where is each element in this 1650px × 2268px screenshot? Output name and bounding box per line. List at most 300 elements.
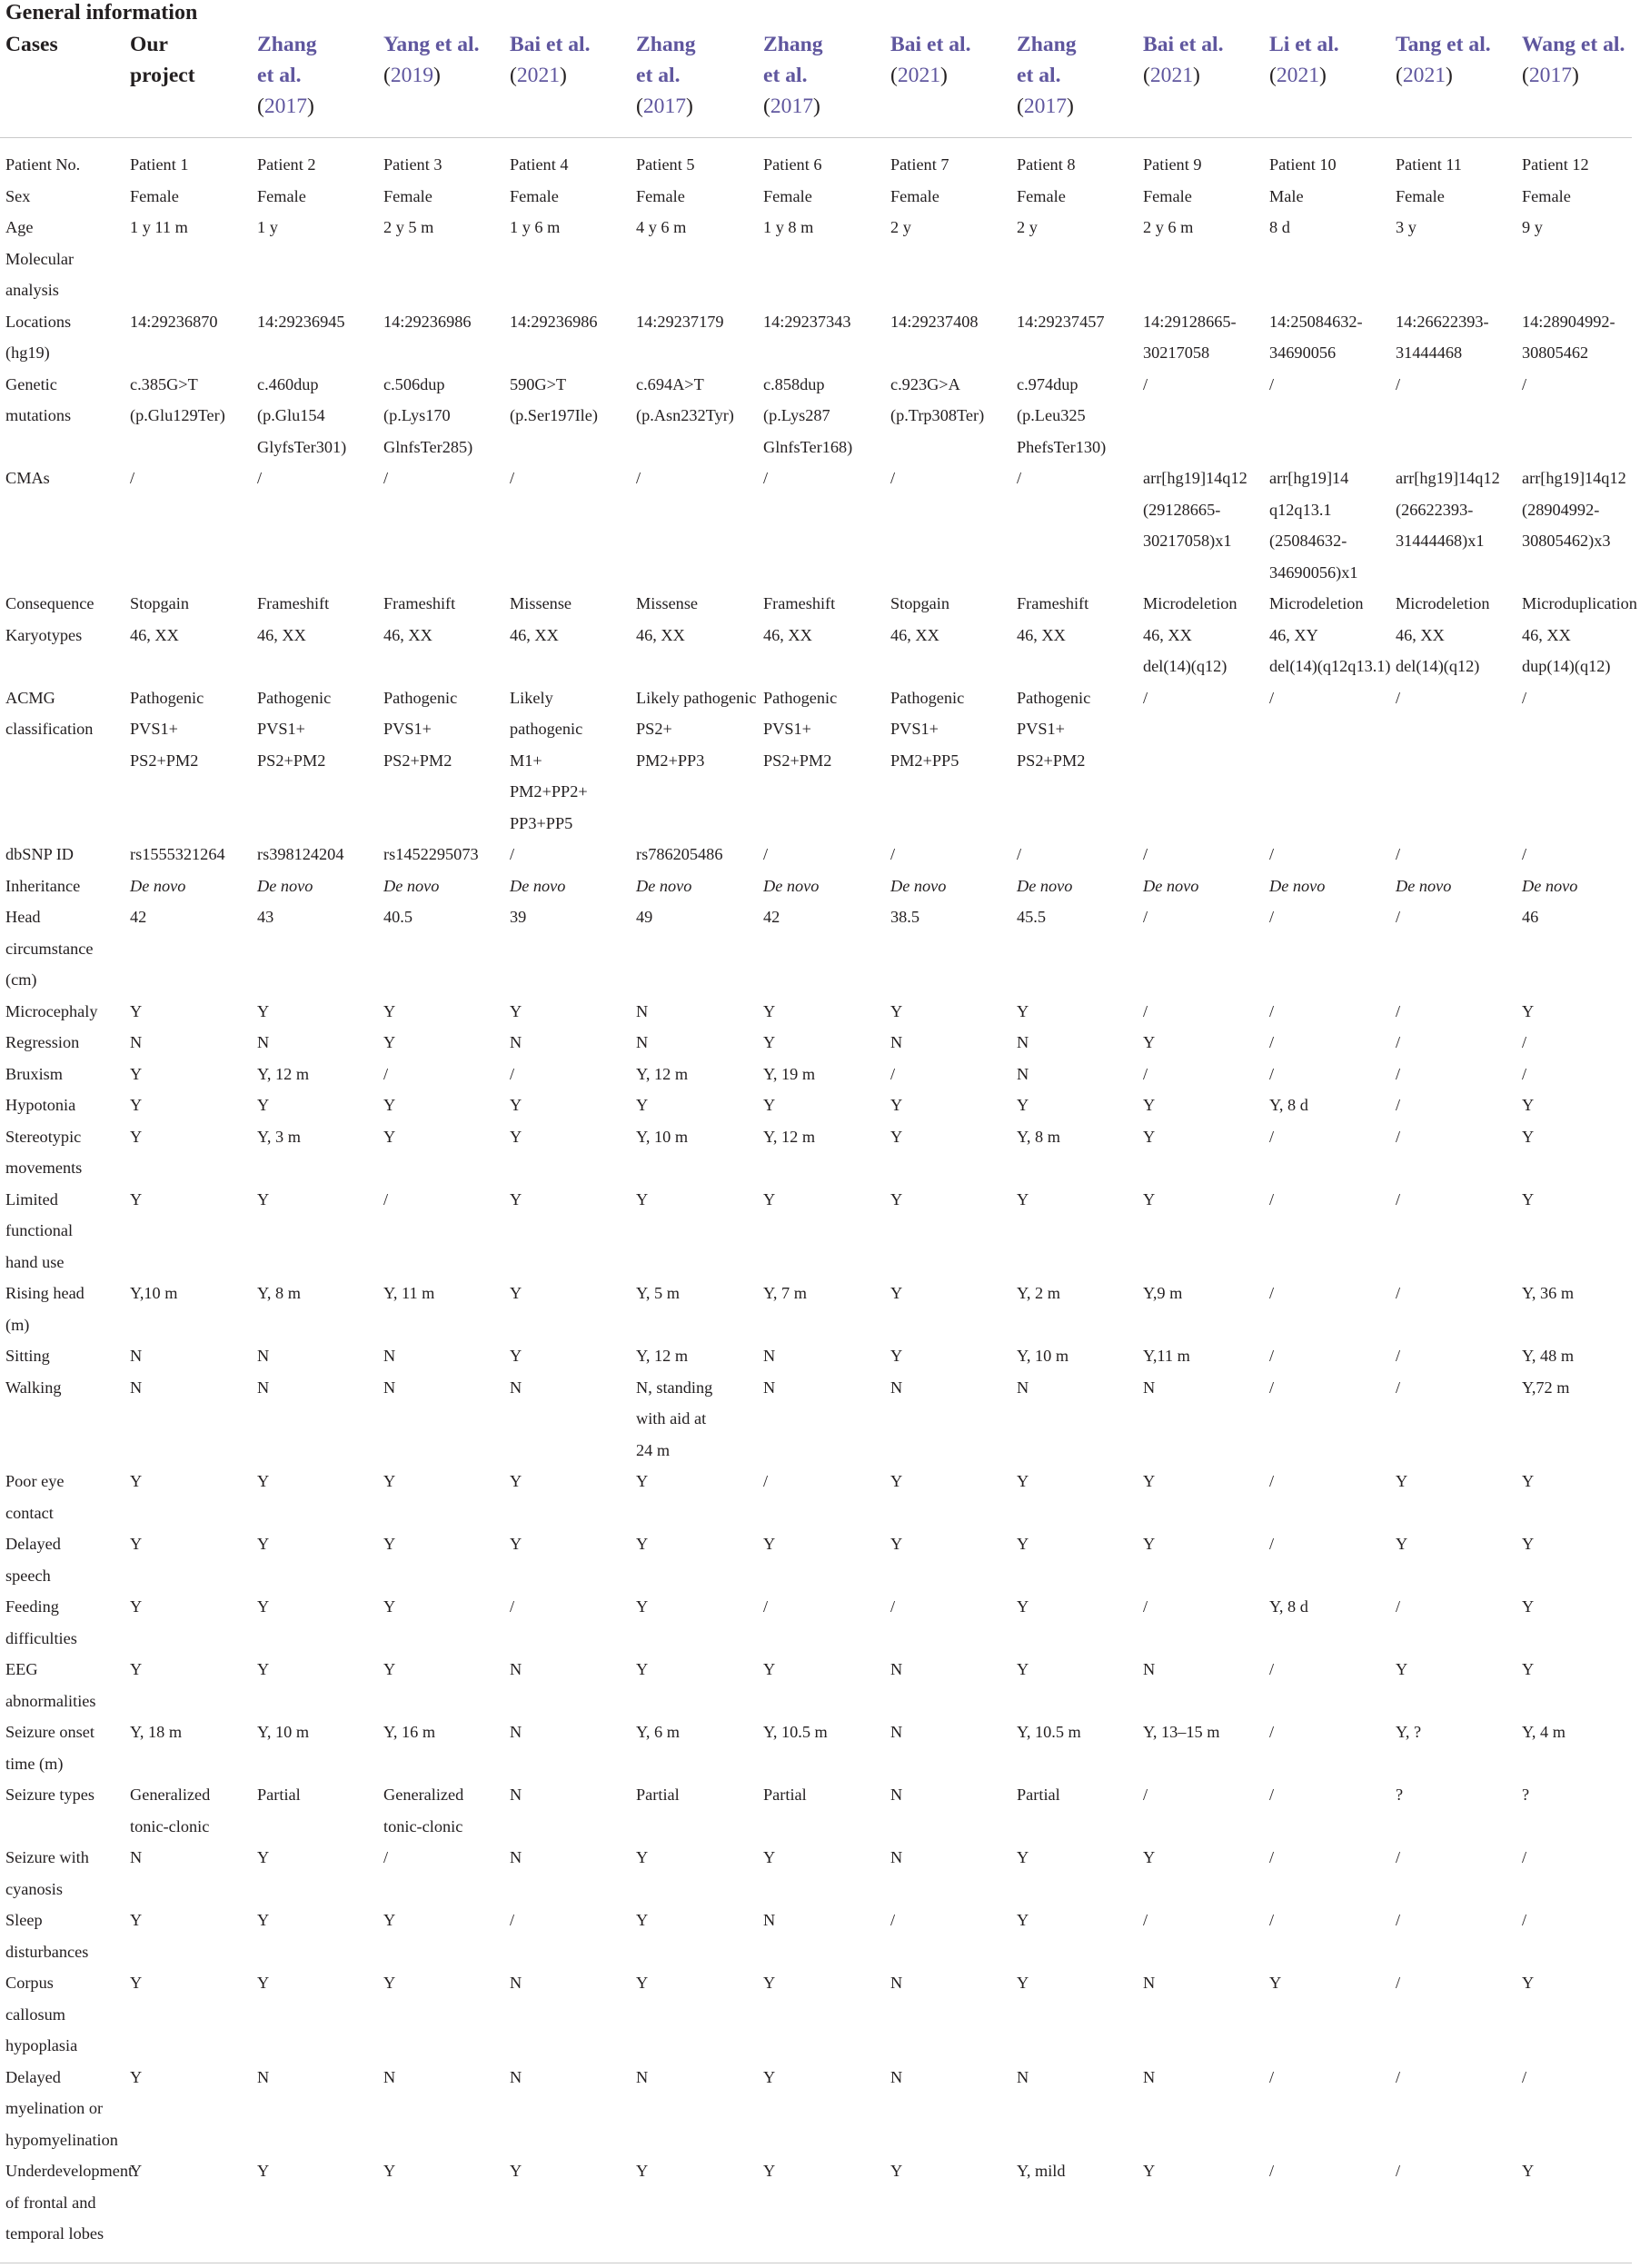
table-cell: N bbox=[130, 1347, 143, 1365]
table-cell: 2 y bbox=[890, 218, 911, 236]
table-cell: Patient 7 bbox=[890, 155, 949, 174]
table-cell: 2 y 5 m bbox=[383, 218, 434, 236]
table-cell: 46, XX bbox=[763, 625, 812, 644]
table-cell: Y bbox=[1396, 1535, 1408, 1553]
table-cell: N bbox=[636, 2067, 649, 2086]
table-cell: N, standing with aid at 24 m bbox=[636, 1378, 713, 1459]
table-cell: De novo bbox=[257, 876, 313, 895]
table-cell: N bbox=[890, 1786, 903, 1804]
reference-link[interactable]: Zhang et al. (2017) bbox=[257, 33, 317, 118]
table-cell: De novo bbox=[510, 876, 566, 895]
table-cell: Y, 48 m bbox=[1522, 1347, 1575, 1365]
table-cell: / bbox=[1269, 1660, 1275, 1678]
clinical-table bbox=[0, 29, 1650, 2243]
table-cell: Y bbox=[510, 1347, 522, 1365]
table-cell: Y bbox=[257, 1472, 270, 1490]
table-cell: / bbox=[1396, 908, 1401, 926]
table-cell: N bbox=[1143, 1974, 1156, 1992]
table-cell: / bbox=[1396, 688, 1401, 707]
table-cell: / bbox=[1269, 1001, 1275, 1020]
table-cell: De novo bbox=[1143, 876, 1199, 895]
table-row bbox=[0, 1591, 1650, 1662]
table-cell: Patient 11 bbox=[1396, 155, 1462, 174]
row-label: Molecular analysis bbox=[5, 249, 75, 299]
reference-link[interactable]: Wang et al. (2017) bbox=[1522, 33, 1625, 87]
table-cell: / bbox=[1396, 374, 1401, 393]
table-cell: 45.5 bbox=[1017, 908, 1046, 926]
table-cell: Y bbox=[1143, 1535, 1156, 1553]
table-cell: Y bbox=[1522, 1597, 1535, 1616]
table-cell: Female bbox=[890, 186, 939, 205]
table-cell: 1 y 6 m bbox=[510, 218, 561, 236]
table-cell: Y bbox=[1143, 2162, 1156, 2180]
table-cell: Y bbox=[257, 1189, 270, 1209]
table-cell: N bbox=[890, 1848, 903, 1866]
table-cell: / bbox=[383, 1189, 389, 1209]
table-cell: / bbox=[1269, 2162, 1275, 2180]
table-cell: Y, 7 m bbox=[763, 1284, 807, 1302]
table-cell: / bbox=[510, 1064, 515, 1083]
row-label: Underdevelopment of frontal and temporal lobes bbox=[5, 2162, 134, 2243]
table-cell: Y, 10 m bbox=[1017, 1347, 1069, 1365]
table-cell: Y bbox=[1522, 1189, 1535, 1209]
table-cell: / bbox=[383, 1848, 389, 1866]
table-cell: N bbox=[257, 2067, 270, 2086]
row-label: Seizure with cyanosis bbox=[5, 1848, 89, 1898]
table-row bbox=[0, 901, 1650, 1004]
table-cell: Likely pathogenic M1+ PM2+PP2+ PP3+PP5 bbox=[510, 688, 588, 832]
table-cell: / bbox=[1396, 1284, 1401, 1302]
table-cell: Y bbox=[1017, 1096, 1029, 1114]
table-row bbox=[0, 1372, 1650, 1475]
table-cell: Y bbox=[257, 2162, 270, 2180]
table-cell: / bbox=[130, 469, 135, 487]
table-cell: 46, XX bbox=[1017, 625, 1066, 644]
table-cell: Y, 8 m bbox=[1017, 1127, 1060, 1146]
table-cell: 46, XX dup(14)(q12) bbox=[1522, 625, 1611, 675]
table-cell: Y bbox=[130, 1096, 143, 1114]
table-cell: / bbox=[1017, 845, 1022, 863]
table-cell: Y, 12 m bbox=[636, 1347, 689, 1365]
table-cell: arr[hg19]14q12 (28904992- 30805462)x3 bbox=[1522, 469, 1626, 550]
table-cell: Patient 9 bbox=[1143, 155, 1202, 174]
table-cell: Y bbox=[130, 1974, 143, 1992]
table-cell: / bbox=[1269, 1472, 1275, 1490]
table-cell: Y bbox=[383, 1597, 396, 1616]
table-cell: 14:29237408 bbox=[890, 312, 979, 331]
table-cell: Missense bbox=[510, 594, 572, 612]
table-cell: Female bbox=[1017, 186, 1066, 205]
table-cell: / bbox=[383, 1064, 389, 1083]
table-cell: Y, 13–15 m bbox=[1143, 1723, 1220, 1741]
table-cell: / bbox=[890, 1597, 896, 1616]
table-cell: Y bbox=[890, 1284, 903, 1302]
table-cell: / bbox=[1269, 845, 1275, 863]
table-cell: Y bbox=[383, 1033, 396, 1051]
row-label: Patient No. bbox=[5, 155, 81, 174]
table-cell: / bbox=[1522, 1064, 1527, 1083]
table-cell: rs398124204 bbox=[257, 845, 344, 863]
table-cell: 14:25084632- 34690056 bbox=[1269, 312, 1363, 362]
row-label: Stereotypic movements bbox=[5, 1127, 83, 1177]
table-cell: Y bbox=[636, 2162, 649, 2180]
table-cell: Y bbox=[383, 1535, 396, 1553]
table-cell: / bbox=[1396, 1096, 1401, 1114]
row-label: Hypotonia bbox=[5, 1096, 76, 1114]
header-our-project: Our project bbox=[130, 33, 195, 87]
row-label: Regression bbox=[5, 1033, 80, 1051]
table-cell: 3 y bbox=[1396, 218, 1416, 236]
table-cell: Y, 8 d bbox=[1269, 1597, 1308, 1616]
table-cell: / bbox=[1269, 688, 1275, 707]
table-cell: Y bbox=[1143, 1096, 1156, 1114]
table-cell: Y bbox=[636, 1189, 649, 1209]
table-cell: Y bbox=[1017, 1848, 1029, 1866]
table-cell: Y bbox=[510, 1096, 522, 1114]
table-row bbox=[0, 2062, 1650, 2164]
table-cell: / bbox=[1269, 1911, 1275, 1929]
table-cell: / bbox=[763, 1597, 769, 1616]
table-cell: / bbox=[1522, 688, 1527, 707]
reference-link[interactable]: Zhang et al. (2017) bbox=[763, 33, 823, 118]
table-cell: Y bbox=[130, 1660, 143, 1678]
table-cell: N bbox=[510, 1723, 522, 1741]
table-cell: 2 y bbox=[1017, 218, 1038, 236]
row-label: Limited functional hand use bbox=[5, 1189, 74, 1271]
table-cell: 43 bbox=[257, 908, 274, 926]
table-cell: / bbox=[1017, 469, 1022, 487]
table-cell: Y bbox=[257, 1096, 270, 1114]
table-cell: / bbox=[763, 469, 769, 487]
table-cell: Y bbox=[257, 1001, 270, 1020]
table-cell: Y bbox=[510, 1001, 522, 1020]
row-label: ACMG classification bbox=[5, 688, 94, 738]
table-cell: 14:29236986 bbox=[383, 312, 472, 331]
table-cell: Y, 2 m bbox=[1017, 1284, 1060, 1302]
reference-link[interactable]: Yang et al. (2019) bbox=[383, 33, 480, 87]
row-label: Delayed speech bbox=[5, 1535, 61, 1585]
table-cell: N bbox=[510, 1660, 522, 1678]
table-cell: Y bbox=[383, 2162, 396, 2180]
table-cell: N bbox=[890, 1033, 903, 1051]
table-cell: Female bbox=[257, 186, 306, 205]
table-row bbox=[0, 244, 1650, 314]
table-cell: Y bbox=[1017, 1189, 1029, 1209]
table-cell: Y, 18 m bbox=[130, 1723, 183, 1741]
table-cell: N bbox=[763, 1378, 776, 1397]
table-cell: Patient 6 bbox=[763, 155, 822, 174]
table-cell: Y,10 m bbox=[130, 1284, 178, 1302]
table-row bbox=[0, 1905, 1650, 1975]
table-cell: De novo bbox=[636, 876, 692, 895]
table-cell: 46, XY del(14)(q12q13.1) bbox=[1269, 625, 1391, 675]
table-cell: / bbox=[1522, 1911, 1527, 1929]
table-cell: Y, 19 m bbox=[763, 1064, 816, 1083]
table-cell: 40.5 bbox=[383, 908, 412, 926]
table-cell: Y bbox=[130, 1127, 143, 1146]
table-cell: N bbox=[890, 1660, 903, 1678]
table-cell: Y, 4 m bbox=[1522, 1723, 1566, 1741]
table-cell: Y bbox=[257, 1660, 270, 1678]
table-cell: De novo bbox=[763, 876, 820, 895]
table-cell: Y bbox=[1017, 1472, 1029, 1490]
table-cell: Y, 12 m bbox=[636, 1064, 689, 1083]
table-cell: Y bbox=[1143, 1127, 1156, 1146]
table-cell: De novo bbox=[383, 876, 440, 895]
table-cell: Missense bbox=[636, 594, 699, 612]
table-cell: Y bbox=[130, 1597, 143, 1616]
table-cell: 1 y 11 m bbox=[130, 218, 188, 236]
row-label: Karyotypes bbox=[5, 625, 83, 644]
table-cell: De novo bbox=[130, 876, 186, 895]
table-row bbox=[0, 1654, 1650, 1725]
table-cell: Microdeletion bbox=[1269, 594, 1364, 612]
reference-link[interactable]: Zhang et al. (2017) bbox=[1017, 33, 1077, 118]
reference-link[interactable]: Bai et al. (2021) bbox=[1143, 33, 1224, 87]
row-label: Sex bbox=[5, 186, 31, 205]
table-cell: Female bbox=[1143, 186, 1192, 205]
table-cell: N bbox=[383, 1347, 396, 1365]
table-cell: Y bbox=[257, 1974, 270, 1992]
table-cell: Y bbox=[890, 1096, 903, 1114]
table-cell: / bbox=[510, 845, 515, 863]
table-cell: Partial bbox=[1017, 1786, 1060, 1804]
table-cell: Pathogenic PVS1+ PS2+PM2 bbox=[130, 688, 204, 770]
table-cell: / bbox=[1269, 2067, 1275, 2086]
table-row bbox=[0, 682, 1650, 848]
table-cell: Y, 6 m bbox=[636, 1723, 680, 1741]
table-row bbox=[0, 463, 1650, 596]
table-cell: Female bbox=[383, 186, 432, 205]
table-cell: Y bbox=[130, 1001, 143, 1020]
table-cell: Y,11 m bbox=[1143, 1347, 1190, 1365]
table-cell: Y bbox=[636, 1535, 649, 1553]
table-cell: / bbox=[1396, 2067, 1401, 2086]
table-cell: / bbox=[1143, 1911, 1148, 1929]
table-cell: / bbox=[1143, 374, 1148, 393]
table-cell: Y, 10 m bbox=[257, 1723, 310, 1741]
table-cell: De novo bbox=[1017, 876, 1073, 895]
table-cell: N bbox=[257, 1378, 270, 1397]
table-cell: N bbox=[1017, 1033, 1029, 1051]
table-cell: N bbox=[1143, 1660, 1156, 1678]
table-cell: Y bbox=[1522, 1001, 1535, 1020]
row-label: Inheritance bbox=[5, 876, 81, 895]
table-cell: Y bbox=[890, 1535, 903, 1553]
table-cell: / bbox=[890, 845, 896, 863]
table-cell: Y bbox=[130, 1911, 143, 1929]
table-cell: arr[hg19]14q12 (29128665- 30217058)x1 bbox=[1143, 469, 1247, 550]
table-cell: 39 bbox=[510, 908, 527, 926]
table-cell: Generalized tonic-clonic bbox=[383, 1786, 464, 1835]
table-cell: Female bbox=[1396, 186, 1445, 205]
table-cell: 46, XX bbox=[383, 625, 432, 644]
table-cell: / bbox=[890, 1064, 896, 1083]
table-cell: N bbox=[890, 1378, 903, 1397]
table-cell: / bbox=[510, 1911, 515, 1929]
table-row bbox=[0, 2155, 1650, 2258]
table-cell: / bbox=[763, 845, 769, 863]
table-cell: Y bbox=[1396, 1660, 1408, 1678]
row-label: Consequence bbox=[5, 594, 94, 612]
reference-link[interactable]: Zhang et al. (2017) bbox=[636, 33, 696, 118]
table-cell: Y, 8 d bbox=[1269, 1096, 1308, 1114]
table-cell: Patient 8 bbox=[1017, 155, 1076, 174]
table-cell: Y bbox=[130, 1472, 143, 1490]
table-cell: 14:29236870 bbox=[130, 312, 218, 331]
row-label: Walking bbox=[5, 1378, 62, 1397]
table-cell: Pathogenic PVS1+ PS2+PM2 bbox=[257, 688, 332, 770]
reference-link[interactable]: Tang et al. (2021) bbox=[1396, 33, 1491, 87]
table-cell: / bbox=[1269, 374, 1275, 393]
table-cell: / bbox=[1143, 1786, 1148, 1804]
table-cell: / bbox=[1396, 1597, 1401, 1616]
table-cell: Y bbox=[763, 1848, 776, 1866]
table-cell: 1 y 8 m bbox=[763, 218, 814, 236]
row-label: Seizure onset time (m) bbox=[5, 1723, 94, 1773]
table-cell: Stopgain bbox=[130, 594, 190, 612]
table-cell: Y bbox=[510, 1472, 522, 1490]
table-cell: Y bbox=[257, 1848, 270, 1866]
table-cell: Y bbox=[130, 1189, 143, 1209]
table-cell: / bbox=[763, 1472, 769, 1490]
table-cell: Y bbox=[890, 1127, 903, 1146]
table-cell: Patient 12 bbox=[1522, 155, 1589, 174]
table-cell: Y bbox=[763, 2162, 776, 2180]
table-cell: 14:29237179 bbox=[636, 312, 724, 331]
table-cell: Y,72 m bbox=[1522, 1378, 1570, 1397]
table-cell: / bbox=[1143, 845, 1148, 863]
table-cell: N bbox=[890, 1974, 903, 1992]
row-label: Seizure types bbox=[5, 1786, 94, 1804]
table-cell: De novo bbox=[890, 876, 947, 895]
table-row bbox=[0, 1528, 1650, 1599]
table-cell: Y bbox=[383, 1974, 396, 1992]
table-cell: / bbox=[383, 469, 389, 487]
table-cell: / bbox=[1522, 1848, 1527, 1866]
table-cell: Female bbox=[1522, 186, 1571, 205]
table-cell: Y bbox=[383, 1001, 396, 1020]
table-cell: De novo bbox=[1522, 876, 1578, 895]
table-cell: / bbox=[1143, 1597, 1148, 1616]
table-cell: Y bbox=[1017, 1911, 1029, 1929]
table-cell: Y bbox=[763, 1535, 776, 1553]
table-cell: N bbox=[510, 2067, 522, 2086]
table-cell: Y bbox=[1143, 1033, 1156, 1051]
table-cell: N bbox=[383, 2067, 396, 2086]
table-cell: Y bbox=[1522, 1096, 1535, 1114]
table-cell: 46 bbox=[1522, 908, 1539, 926]
table-cell: / bbox=[1396, 1189, 1401, 1209]
table-cell: Y bbox=[383, 1660, 396, 1678]
table-cell: N bbox=[510, 1378, 522, 1397]
table-cell: Y bbox=[510, 1127, 522, 1146]
table-cell: / bbox=[1396, 1347, 1401, 1365]
table-cell: 8 d bbox=[1269, 218, 1290, 236]
table-cell: / bbox=[1143, 908, 1148, 926]
table-cell: 14:29236945 bbox=[257, 312, 345, 331]
table-cell: c.923G>A (p.Trp308Ter) bbox=[890, 374, 985, 424]
row-label: CMAs bbox=[5, 469, 50, 487]
reference-link[interactable]: Bai et al. (2021) bbox=[890, 33, 971, 87]
table-cell: N bbox=[1017, 1378, 1029, 1397]
table-cell: Y, 11 m bbox=[383, 1284, 435, 1302]
table-cell: Microdeletion bbox=[1143, 594, 1238, 612]
table-cell: Y, 10.5 m bbox=[1017, 1723, 1081, 1741]
table-cell: / bbox=[1269, 1378, 1275, 1397]
table-cell: Y bbox=[130, 1064, 143, 1083]
table-cell: Y bbox=[763, 2067, 776, 2086]
table-cell: Y bbox=[130, 1535, 143, 1553]
table-cell: / bbox=[1269, 1127, 1275, 1146]
table-cell: Y bbox=[257, 1911, 270, 1929]
table-cell: Y bbox=[636, 1096, 649, 1114]
table-cell: N bbox=[510, 1786, 522, 1804]
row-label: Age bbox=[5, 218, 34, 236]
table-cell: Y bbox=[636, 1848, 649, 1866]
table-cell: rs1452295073 bbox=[383, 845, 479, 863]
table-cell: 9 y bbox=[1522, 218, 1543, 236]
reference-link[interactable]: Bai et al. (2021) bbox=[510, 33, 591, 87]
table-cell: N bbox=[1143, 2067, 1156, 2086]
table-cell: c.858dup (p.Lys287 GlnfsTer168) bbox=[763, 374, 853, 456]
table-cell: Y bbox=[1017, 1597, 1029, 1616]
table-cell: Female bbox=[636, 186, 685, 205]
table-cell: Y bbox=[257, 1535, 270, 1553]
table-cell: Y bbox=[1522, 1535, 1535, 1553]
row-label: Locations (hg19) bbox=[5, 312, 72, 362]
table-cell: Patient 5 bbox=[636, 155, 695, 174]
table-cell: Partial bbox=[636, 1786, 680, 1804]
row-label: Poor eye contact bbox=[5, 1472, 65, 1522]
table-cell: Y, 5 m bbox=[636, 1284, 680, 1302]
table-cell: / bbox=[1396, 1001, 1401, 1020]
table-cell: De novo bbox=[1269, 876, 1326, 895]
table-cell: / bbox=[1143, 1064, 1148, 1083]
table-cell: 38.5 bbox=[890, 908, 919, 926]
table-cell: Y, mild bbox=[1017, 2162, 1066, 2180]
table-cell: / bbox=[1396, 2162, 1401, 2180]
table-cell: / bbox=[1269, 1723, 1275, 1741]
table-cell: Y bbox=[130, 2067, 143, 2086]
table-cell: Pathogenic PVS1+ PS2+PM2 bbox=[383, 688, 458, 770]
row-label: Rising head (m) bbox=[5, 1284, 84, 1334]
table-cell: N bbox=[890, 1723, 903, 1741]
table-cell: c.974dup (p.Leu325 PhefsTer130) bbox=[1017, 374, 1107, 456]
table-row bbox=[0, 306, 1650, 377]
table-cell: 46, XX bbox=[130, 625, 179, 644]
table-cell: Partial bbox=[763, 1786, 807, 1804]
table-cell: / bbox=[890, 1911, 896, 1929]
table-row bbox=[0, 620, 1650, 691]
table-cell: N bbox=[257, 1033, 270, 1051]
table-cell: Male bbox=[1269, 186, 1304, 205]
table-cell: / bbox=[1396, 1911, 1401, 1929]
table-cell: Patient 10 bbox=[1269, 155, 1337, 174]
table-row bbox=[0, 369, 1650, 472]
table-row bbox=[0, 1779, 1650, 1850]
header-cases-label: Cases bbox=[5, 33, 58, 56]
table-cell: Y bbox=[1143, 1848, 1156, 1866]
table-cell: N bbox=[636, 1033, 649, 1051]
table-cell: Patient 1 bbox=[130, 155, 189, 174]
table-cell: 590G>T (p.Ser197Ile) bbox=[510, 374, 598, 424]
table-row bbox=[0, 1278, 1650, 1348]
reference-link[interactable]: Li et al. (2021) bbox=[1269, 33, 1339, 87]
table-cell: Y bbox=[763, 1096, 776, 1114]
table-cell: Y bbox=[636, 1911, 649, 1929]
table-cell: Y bbox=[1522, 1660, 1535, 1678]
